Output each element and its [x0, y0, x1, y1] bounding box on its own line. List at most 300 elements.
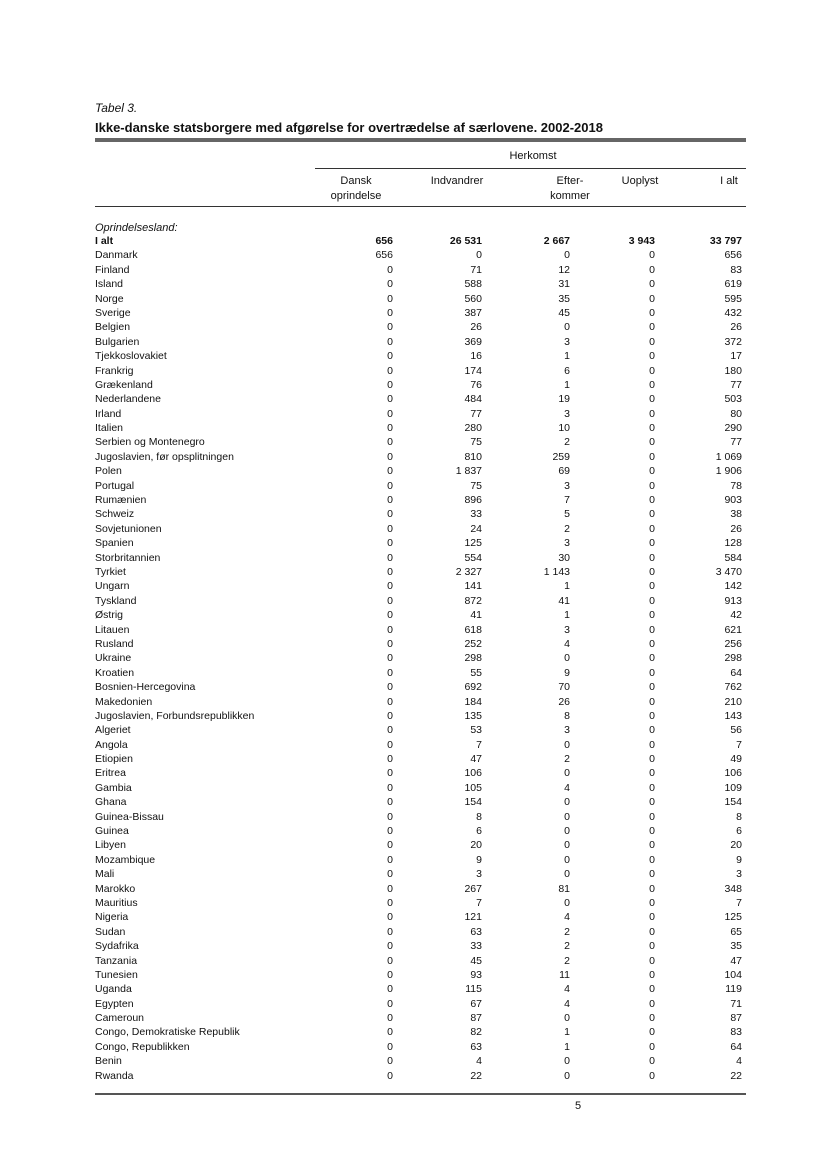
row-label: Cameroun [95, 1012, 145, 1025]
row-label: Guinea-Bissau [95, 810, 164, 823]
table-cell: 8 [564, 709, 570, 722]
table-cell: 87 [470, 1012, 482, 1025]
table-cell: 30 [558, 551, 570, 564]
table-cell: 3 [564, 407, 570, 420]
table-cell: 896 [464, 494, 482, 507]
table-cell: 109 [724, 781, 742, 794]
row-label: Eritrea [95, 767, 126, 780]
table-cell: 584 [724, 551, 742, 564]
row-label: Gambia [95, 781, 132, 794]
table-cell: 0 [387, 709, 393, 722]
table-cell: 9 [564, 666, 570, 679]
table-cell: 0 [387, 911, 393, 924]
table-cell: 0 [649, 954, 655, 967]
table-cell: 0 [649, 925, 655, 938]
table-cell: 298 [464, 652, 482, 665]
table-cell: 35 [730, 940, 742, 953]
table-cell: 71 [730, 997, 742, 1010]
row-label: Norge [95, 292, 124, 305]
table-cell: 810 [464, 450, 482, 463]
row-label: Irland [95, 407, 122, 420]
table-cell: 0 [649, 868, 655, 881]
table-cell: 0 [387, 810, 393, 823]
row-label: Storbritannien [95, 551, 161, 564]
table-cell: 20 [730, 839, 742, 852]
table-cell: 1 [564, 1026, 570, 1039]
table-cell: 64 [730, 1040, 742, 1053]
table-cell: 0 [387, 954, 393, 967]
table-cell: 0 [387, 1040, 393, 1053]
table-cell: 872 [464, 594, 482, 607]
header-rule [95, 206, 746, 207]
table-cell: 104 [724, 968, 742, 981]
row-label: Congo, Republikken [95, 1040, 190, 1053]
table-cell: 0 [649, 436, 655, 449]
table-cell: 259 [552, 450, 570, 463]
table-cell: 7 [476, 896, 482, 909]
table-cell: 3 [564, 623, 570, 636]
table-cell: 256 [724, 637, 742, 650]
table-cell: 93 [470, 968, 482, 981]
table-row [95, 392, 746, 406]
table-cell: 0 [387, 695, 393, 708]
table-cell: 3 [564, 537, 570, 550]
row-label: Spanien [95, 537, 134, 550]
table-cell: 31 [558, 278, 570, 291]
group-rule [315, 168, 746, 169]
row-label: Frankrig [95, 364, 134, 377]
table-cell: 121 [464, 911, 482, 924]
table-row [95, 752, 746, 766]
table-cell: 0 [649, 839, 655, 852]
table-cell: 45 [558, 306, 570, 319]
table-row [95, 594, 746, 608]
table-cell: 0 [564, 853, 570, 866]
table-cell: 0 [649, 652, 655, 665]
table-cell: 1 [564, 378, 570, 391]
table-cell: 0 [387, 623, 393, 636]
row-label: Østrig [95, 609, 124, 622]
table-cell: 3 943 [628, 235, 655, 247]
row-label: Sudan [95, 925, 126, 938]
table-cell: 0 [387, 767, 393, 780]
table-cell: 0 [649, 637, 655, 650]
table-cell: 0 [387, 436, 393, 449]
table-row [95, 997, 746, 1011]
table-cell: 65 [730, 925, 742, 938]
table-row [95, 493, 746, 507]
table-cell: 0 [649, 623, 655, 636]
table-cell: 0 [387, 551, 393, 564]
table-row [95, 234, 746, 248]
table-cell: 106 [464, 767, 482, 780]
table-cell: 0 [649, 1012, 655, 1025]
table-cell: 0 [649, 695, 655, 708]
row-label: Etiopien [95, 753, 133, 766]
row-label: Danmark [95, 249, 138, 262]
table-cell: 2 [564, 940, 570, 953]
table-cell: 0 [649, 321, 655, 334]
table-cell: 75 [470, 479, 482, 492]
table-cell: 1 906 [715, 465, 742, 478]
row-label: Jugoslavien, Forbundsrepublikken [95, 709, 255, 722]
table-row [95, 306, 746, 320]
table-body [95, 234, 746, 1083]
table-cell: 0 [649, 796, 655, 809]
table-cell: 24 [470, 522, 482, 535]
table-cell: 0 [387, 839, 393, 852]
table-cell: 1 [564, 1040, 570, 1053]
table-cell: 0 [649, 278, 655, 291]
table-cell: 87 [730, 1012, 742, 1025]
table-cell: 503 [724, 393, 742, 406]
table-cell: 83 [730, 263, 742, 276]
table-row [95, 507, 746, 521]
row-label: Sovjetunionen [95, 522, 162, 535]
table-cell: 0 [387, 796, 393, 809]
table-cell: 5 [564, 508, 570, 521]
table-cell: 0 [649, 494, 655, 507]
table-cell: 0 [387, 983, 393, 996]
table-cell: 0 [564, 825, 570, 838]
table-cell: 0 [564, 738, 570, 751]
table-row [95, 565, 746, 579]
table-cell: 2 [564, 954, 570, 967]
table-cell: 0 [387, 465, 393, 478]
table-cell: 6 [476, 825, 482, 838]
table-cell: 0 [649, 1026, 655, 1039]
table-cell: 0 [649, 306, 655, 319]
table-cell: 2 [564, 753, 570, 766]
table-cell: 0 [387, 925, 393, 938]
table-cell: 903 [724, 494, 742, 507]
table-row [95, 781, 746, 795]
table-cell: 0 [649, 853, 655, 866]
table-cell: 0 [564, 810, 570, 823]
table-cell: 0 [564, 868, 570, 881]
row-label: Rusland [95, 637, 134, 650]
table-cell: 0 [564, 249, 570, 262]
table-cell: 0 [649, 810, 655, 823]
table-cell: 174 [464, 364, 482, 377]
table-cell: 0 [387, 1026, 393, 1039]
table-cell: 4 [564, 911, 570, 924]
row-label: Tunesien [95, 968, 138, 981]
table-cell: 0 [387, 450, 393, 463]
table-row [95, 1025, 746, 1039]
table-cell: 1 069 [715, 450, 742, 463]
table-cell: 0 [649, 781, 655, 794]
table-cell: 22 [470, 1069, 482, 1082]
table-cell: 0 [387, 278, 393, 291]
row-label: Belgien [95, 321, 131, 334]
table-cell: 17 [730, 350, 742, 363]
table-cell: 3 [476, 868, 482, 881]
table-cell: 0 [387, 609, 393, 622]
table-row [95, 364, 746, 378]
table-cell: 762 [724, 681, 742, 694]
table-cell: 56 [730, 724, 742, 737]
table-cell: 0 [387, 781, 393, 794]
column-header-i-alt: I alt [720, 175, 738, 187]
table-cell: 0 [387, 378, 393, 391]
table-cell: 0 [649, 1055, 655, 1068]
table-cell: 0 [387, 407, 393, 420]
table-cell: 71 [470, 263, 482, 276]
table-cell: 4 [564, 637, 570, 650]
table-cell: 0 [564, 796, 570, 809]
table-row [95, 723, 746, 737]
table-cell: 0 [387, 753, 393, 766]
table-row [95, 954, 746, 968]
table-cell: 621 [724, 623, 742, 636]
table-cell: 63 [470, 1040, 482, 1053]
table-cell: 0 [387, 393, 393, 406]
table-cell: 63 [470, 925, 482, 938]
row-label: Bosnien-Hercegovina [95, 681, 196, 694]
table-cell: 0 [387, 508, 393, 521]
table-cell: 4 [564, 781, 570, 794]
table-row [95, 738, 746, 752]
table-row [95, 608, 746, 622]
table-cell: 69 [558, 465, 570, 478]
table-cell: 26 [730, 522, 742, 535]
row-label: Grækenland [95, 378, 153, 391]
row-label: Litauen [95, 623, 130, 636]
table-cell: 0 [649, 479, 655, 492]
table-cell: 0 [564, 1012, 570, 1025]
column-header-indvandrer: Indvandrer [430, 175, 484, 187]
table-cell: 75 [470, 436, 482, 449]
table-row [95, 709, 746, 723]
table-cell: 0 [649, 508, 655, 521]
table-row [95, 1040, 746, 1054]
table-cell: 0 [387, 292, 393, 305]
table-cell: 7 [564, 494, 570, 507]
table-cell: 64 [730, 666, 742, 679]
table-cell: 0 [649, 263, 655, 276]
table-cell: 0 [387, 724, 393, 737]
table-cell: 4 [564, 997, 570, 1010]
table-cell: 0 [564, 839, 570, 852]
table-row [95, 680, 746, 694]
table-row [95, 637, 746, 651]
table-row [95, 824, 746, 838]
table-cell: 83 [730, 1026, 742, 1039]
table-cell: 0 [387, 738, 393, 751]
table-row [95, 1054, 746, 1068]
table-cell: 77 [730, 378, 742, 391]
row-label: Italien [95, 422, 124, 435]
table-cell: 35 [558, 292, 570, 305]
table-cell: 0 [649, 724, 655, 737]
table-cell: 49 [730, 753, 742, 766]
row-label: Mali [95, 868, 115, 881]
table-cell: 4 [476, 1055, 482, 1068]
table-cell: 33 [470, 940, 482, 953]
table-cell: 180 [724, 364, 742, 377]
table-row [95, 1069, 746, 1083]
table-cell: 0 [649, 738, 655, 751]
table-cell: 38 [730, 508, 742, 521]
row-label: Uganda [95, 983, 132, 996]
group-header: Herkomst [509, 150, 557, 162]
table-cell: 80 [730, 407, 742, 420]
table-cell: 0 [649, 580, 655, 593]
table-cell: 33 [470, 508, 482, 521]
row-label: Algeriet [95, 724, 131, 737]
table-cell: 298 [724, 652, 742, 665]
table-row [95, 349, 746, 363]
column-header-uoplyst: Uoplyst [621, 175, 659, 187]
table-cell: 3 470 [715, 565, 742, 578]
row-label: Benin [95, 1055, 122, 1068]
table-row [95, 882, 746, 896]
bottom-rule [95, 1093, 746, 1095]
table-cell: 3 [564, 335, 570, 348]
table-row [95, 479, 746, 493]
table-cell: 0 [387, 868, 393, 881]
table-row [95, 435, 746, 449]
table-cell: 0 [387, 479, 393, 492]
table-cell: 267 [464, 882, 482, 895]
table-row [95, 277, 746, 291]
table-cell: 588 [464, 278, 482, 291]
table-cell: 0 [387, 537, 393, 550]
table-cell: 12 [558, 263, 570, 276]
row-label: Sydafrika [95, 940, 139, 953]
table-cell: 3 [564, 479, 570, 492]
table-cell: 0 [649, 940, 655, 953]
row-label: Island [95, 278, 124, 291]
table-cell: 0 [649, 911, 655, 924]
table-cell: 6 [736, 825, 742, 838]
table-cell: 47 [470, 753, 482, 766]
table-cell: 372 [724, 335, 742, 348]
table-cell: 0 [649, 551, 655, 564]
row-label: Mauritius [95, 896, 138, 909]
table-cell: 554 [464, 551, 482, 564]
row-label: Makedonien [95, 695, 153, 708]
row-label: I alt [95, 235, 114, 247]
table-cell: 0 [649, 896, 655, 909]
table-cell: 656 [724, 249, 742, 262]
table-row [95, 623, 746, 637]
table-cell: 77 [470, 407, 482, 420]
table-row [95, 795, 746, 809]
table-cell: 7 [476, 738, 482, 751]
table-row [95, 1011, 746, 1025]
table-row [95, 263, 746, 277]
table-cell: 0 [564, 767, 570, 780]
table-cell: 692 [464, 681, 482, 694]
table-row [95, 838, 746, 852]
table-cell: 0 [387, 940, 393, 953]
table-cell: 105 [464, 781, 482, 794]
table-cell: 0 [649, 393, 655, 406]
table-row [95, 982, 746, 996]
row-label: Sverige [95, 306, 131, 319]
table-row [95, 939, 746, 953]
page-number: 5 [575, 1100, 582, 1112]
table-cell: 53 [470, 724, 482, 737]
table-cell: 0 [649, 882, 655, 895]
table-cell: 0 [649, 753, 655, 766]
table-row [95, 896, 746, 910]
table-cell: 1 [564, 580, 570, 593]
table-row [95, 910, 746, 924]
table-cell: 0 [649, 666, 655, 679]
row-label: Kroatien [95, 666, 135, 679]
table-cell: 125 [464, 537, 482, 550]
table-row [95, 853, 746, 867]
row-label: Guinea [95, 825, 129, 838]
table-cell: 0 [387, 594, 393, 607]
table-cell: 184 [464, 695, 482, 708]
table-cell: 154 [464, 796, 482, 809]
table-cell: 0 [387, 364, 393, 377]
table-cell: 0 [387, 652, 393, 665]
table-cell: 0 [649, 450, 655, 463]
table-cell: 4 [564, 983, 570, 996]
table-cell: 82 [470, 1026, 482, 1039]
table-cell: 2 667 [543, 235, 570, 247]
table-cell: 618 [464, 623, 482, 636]
table-row [95, 522, 746, 536]
table-cell: 0 [649, 465, 655, 478]
table-cell: 2 327 [455, 565, 482, 578]
table-cell: 0 [649, 968, 655, 981]
table-cell: 16 [470, 350, 482, 363]
row-label: Marokko [95, 882, 136, 895]
row-label: Nederlandene [95, 393, 161, 406]
table-row [95, 867, 746, 881]
table-cell: 2 [564, 436, 570, 449]
row-label: Tyrkiet [95, 565, 126, 578]
table-cell: 348 [724, 882, 742, 895]
table-cell: 656 [375, 249, 393, 262]
table-cell: 0 [649, 1069, 655, 1082]
table-cell: 7 [736, 896, 742, 909]
row-label: Portugal [95, 479, 135, 492]
table-cell: 619 [724, 278, 742, 291]
table-cell: 26 [470, 321, 482, 334]
table-cell: 0 [387, 422, 393, 435]
table-cell: 3 [736, 868, 742, 881]
table-cell: 0 [649, 609, 655, 622]
table-row [95, 579, 746, 593]
row-label: Tanzania [95, 954, 138, 967]
table-cell: 656 [375, 235, 393, 247]
table-cell: 280 [464, 422, 482, 435]
table-cell: 0 [649, 681, 655, 694]
row-label: Congo, Demokratiske Republik [95, 1026, 240, 1039]
table-cell: 0 [649, 378, 655, 391]
table-cell: 0 [649, 407, 655, 420]
table-cell: 45 [470, 954, 482, 967]
table-cell: 484 [464, 393, 482, 406]
table-cell: 0 [649, 537, 655, 550]
table-cell: 55 [470, 666, 482, 679]
table-cell: 0 [649, 522, 655, 535]
column-header-dansk-oprindelse: Dansk oprindelse [330, 175, 382, 202]
table-cell: 135 [464, 709, 482, 722]
table-cell: 67 [470, 997, 482, 1010]
table-cell: 0 [649, 350, 655, 363]
table-cell: 0 [387, 494, 393, 507]
table-cell: 9 [736, 853, 742, 866]
table-cell: 22 [730, 1069, 742, 1082]
